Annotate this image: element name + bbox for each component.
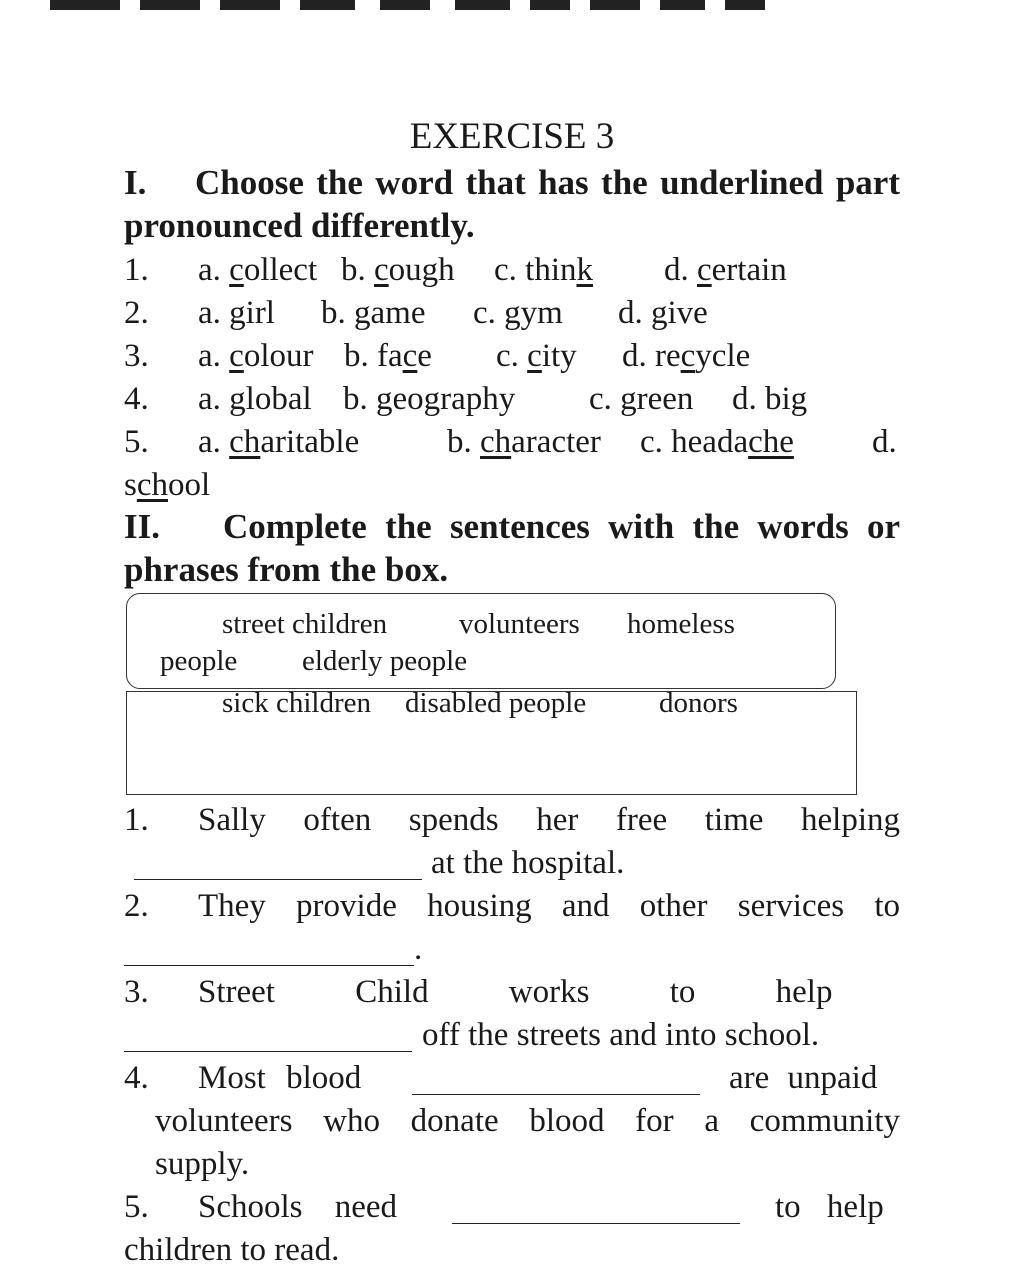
sentence1-line2: at the hospital. <box>431 845 625 881</box>
sentence5-line2: children to read. <box>124 1232 340 1268</box>
box-word-homeless: homeless <box>627 608 735 640</box>
item4-number: 4. <box>124 381 149 417</box>
item3-option-d: d. recycle <box>622 338 751 374</box>
sentence4-line1-before: Most blood <box>198 1060 362 1096</box>
section2-heading-line2: phrases from the box. <box>124 550 449 589</box>
item5-option-d-word: school <box>124 467 211 503</box>
item5-option-c: c. headache <box>640 424 794 460</box>
item3-number: 3. <box>124 338 149 374</box>
item1-option-d: d. certain <box>664 252 787 288</box>
sentence3-line2: off the streets and into school. <box>422 1017 820 1053</box>
section2-heading-number: II. <box>124 507 160 546</box>
sentence1-blank[interactable] <box>134 851 422 880</box>
box-word-disabled-people: disabled people <box>405 687 587 719</box>
item2-option-a: a. girl <box>198 295 275 331</box>
item2-option-c: c. gym <box>473 295 563 331</box>
sentence4-line2: volunteers who donate blood for a community <box>155 1103 900 1139</box>
item4-option-d: d. big <box>732 381 808 417</box>
sentence3-blank[interactable] <box>124 1023 412 1052</box>
section1-heading-number: I. <box>124 163 147 202</box>
box-word-donors: donors <box>659 687 738 719</box>
box-word-sick-children: sick children <box>222 687 371 719</box>
sentence5-number: 5. <box>124 1189 149 1225</box>
item4-option-a: a. global <box>198 381 312 417</box>
item5-option-b: b. character <box>447 424 601 460</box>
item5-option-d-label: d. <box>872 424 897 460</box>
sentence5-line1-after: to help <box>775 1189 884 1225</box>
item1-option-a: a. collect <box>198 252 318 288</box>
item4-option-c: c. green <box>589 381 694 417</box>
sentence5-blank[interactable] <box>452 1195 740 1224</box>
sentence5-line1-before: Schools need <box>198 1189 398 1225</box>
item2-number: 2. <box>124 295 149 331</box>
item1-option-c: c. think <box>494 252 593 288</box>
item5-option-a: a. charitable <box>198 424 360 460</box>
sentence2-line1: They provide housing and other services to <box>198 888 900 924</box>
box-word-volunteers: volunteers <box>459 608 580 640</box>
sentence4-line1-after: are unpaid <box>729 1060 878 1096</box>
sentence1-line1: Sally often spends her free time helping <box>198 802 900 838</box>
sentence2-number: 2. <box>124 888 149 924</box>
section1-heading-line1: Choose the word that has the underlined part <box>195 163 900 202</box>
box-word-elderly-people: elderly people <box>302 645 468 677</box>
sentence4-number: 4. <box>124 1060 149 1096</box>
sentence4-line3: supply. <box>155 1146 250 1182</box>
item3-option-b: b. face <box>344 338 432 374</box>
section2-heading-line1: Complete the sentences with the words or <box>223 507 900 546</box>
sentence3-line1: Street Child works to help <box>198 974 833 1010</box>
section1-heading-line2: pronounced differently. <box>124 206 475 245</box>
item3-option-a: a. colour <box>198 338 314 374</box>
sentence3-number: 3. <box>124 974 149 1010</box>
item1-option-b: b. cough <box>341 252 455 288</box>
sentence2-blank[interactable] <box>124 937 414 966</box>
sentence2-end: . <box>414 931 423 967</box>
sentence4-blank[interactable] <box>412 1066 700 1095</box>
sentence1-number: 1. <box>124 802 149 838</box>
box-word-people: people <box>160 645 238 677</box>
page-title: EXERCISE 3 <box>409 116 615 157</box>
item4-option-b: b. geography <box>343 381 516 417</box>
item3-option-c: c. city <box>496 338 577 374</box>
item2-option-b: b. game <box>321 295 426 331</box>
cropped-previous-title <box>0 0 1024 16</box>
item2-option-d: d. give <box>618 295 708 331</box>
item1-number: 1. <box>124 252 149 288</box>
box-word-street-children: street children <box>222 608 388 640</box>
item5-number: 5. <box>124 424 149 460</box>
